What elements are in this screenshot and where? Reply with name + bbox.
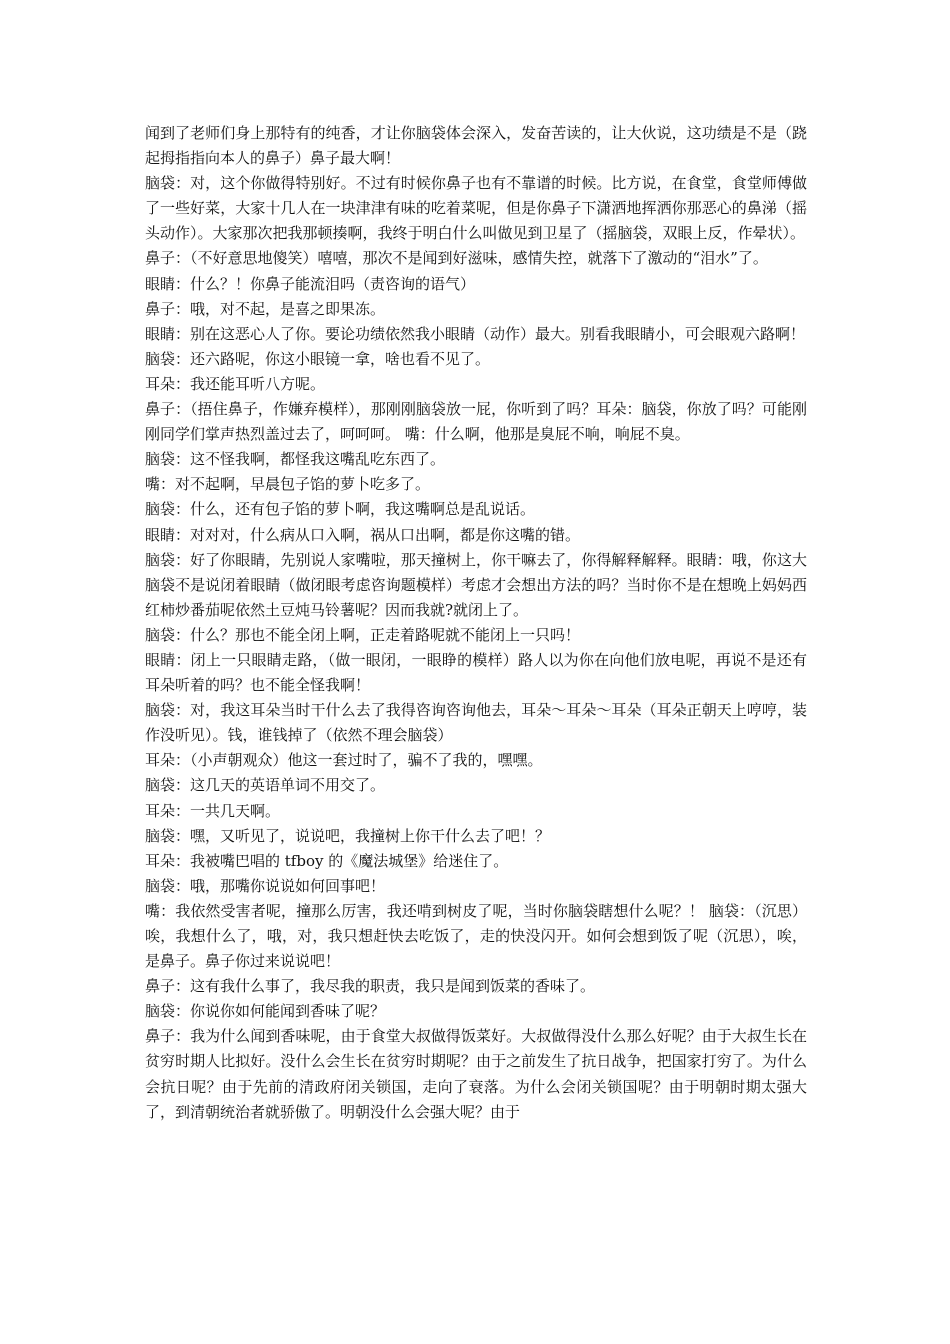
paragraph: 脑袋：你说你如何能闻到香味了呢？ [145,1002,386,1021]
paragraph: 脑袋：对，这个你做得特别好。不过有时候你鼻子也有不靠谱的时候。比方说，在食堂，食堂师傅做了一些好菜，大家十几人在一块津津有味的吃着菜呢，但是你鼻子下潇洒地挥洒你那恶心的鼻涕（摇头动作）。大家那次把我那顿揍啊，我终于明白什么叫做见到卫星了（摇脑袋，双眼上反，作晕状）。 [145,174,807,243]
paragraph: 脑袋：这不怪我啊，都怪我这嘴乱吃东西了。 [145,450,446,469]
paragraph: 脑袋：嘿，又听见了，说说吧，我撞树上你干什么去了吧！？ [145,826,551,845]
paragraph: 眼睛：什么？！你鼻子能流泪吗（责咨询的语气） [145,274,476,293]
paragraph: 脑袋：还六路呢，你这小眼镜一拿，啥也看不见了。 [145,349,491,368]
paragraph: 眼睛：别在这恶心人了你。要论功绩依然我小眼睛（动作）最大。别看我眼睛小，可会眼观六路啊！ [145,324,806,343]
paragraph: 鼻子：（不好意思地傻笑）嘻嘻，那次不是闻到好滋味，感情失控，就落下了激动的“泪水”了。 [145,249,768,268]
paragraph: 耳朵：（小声朝观众）他这一套过时了，骗不了我的，嘿嘿。 [145,751,543,770]
paragraph: 眼睛：闭上一只眼睛走路，（做一眼闭，一眼睁的模样）路人以为你在向他们放电呢，再说不是还有耳朵听着的吗？也不能全怪我啊！ [145,650,807,695]
paragraph: 闻到了老师们身上那特有的纯香，才让你脑袋体会深入，发奋苦读的，让大伙说，这功绩是不是（跷起拇指指向本人的鼻子）鼻子最大啊！ [145,124,807,168]
paragraph: 耳朵：我还能耳听八方呢。 [145,374,326,393]
paragraph: 鼻子：（捂住鼻子，作嫌弃模样），那刚刚脑袋放一屁，你听到了吗？耳朵：脑袋，你放了吗？可能刚刚同学们掌声热烈盖过去了，呵呵呵。 嘴：什么啊，他那是臭屁不响，响屁不臭。 [145,400,807,444]
paragraph: 脑袋：对，我这耳朵当时干什么去了我得咨询咨询他去，耳朵～耳朵～耳朵（耳朵正朝天上哼哼，装作没听见）。钱，谁钱掉了（依然不理会脑袋） [145,701,807,745]
paragraph: 鼻子：我为什么闻到香味呢，由于食堂大叔做得饭菜好。大叔做得没什么那么好呢？由于大叔生长在贫穷时期人比拟好。没什么会生长在贫穷时期呢？由于之前发生了抗日战争，把国家打穷了。为什么会抗日呢？由于先前的清政府闭关锁国，走向了衰落。为什么会闭关锁国呢？由于明朝时期太强大了，到清朝统治者就骄傲了。明朝没什么会强大呢？由于 [145,1027,807,1121]
paragraph: 耳朵：我被嘴巴唱的 tfboy 的《魔法城堡》给迷住了。 [145,851,509,870]
document-body [145,121,807,1125]
paragraph: 鼻子：这有我什么事了，我尽我的职责，我只是闻到饭菜的香味了。 [145,977,596,996]
paragraph: 眼睛：对对对，什么病从口入啊，祸从口出啊，都是你这嘴的错。 [145,525,581,544]
paragraph: 嘴：对不起啊，早晨包子馅的萝卜吃多了。 [145,475,431,494]
paragraph: 耳朵：一共几天啊。 [145,801,281,820]
paragraph: 脑袋：好了你眼睛，先别说人家嘴啦，那天撞树上，你干嘛去了，你得解释解释。眼睛：哦，你这大脑袋不是说闭着眼睛（做闭眼考虑咨询题模样）考虑才会想出方法的吗？当时你不是在想晚上妈妈西红柿炒番茄呢依然土豆炖马铃薯呢？因而我就?就闭上了。 [145,550,807,619]
paragraph: 鼻子：哦，对不起，是喜之即果冻。 [145,299,386,318]
paragraph: 嘴：我依然受害者呢，撞那么厉害，我还啃到树皮了呢，当时你脑袋瞎想什么呢？！ 脑袋：（沉思）唉，我想什么了，哦，对，我只想赶快去吃饭了，走的快没闪开。如何会想到饭了呢（沉思），唉，是鼻子。鼻子你过来说说吧！ [145,901,807,971]
paragraph: 脑袋：什么，还有包子馅的萝卜啊，我这嘴啊总是乱说话。 [145,500,536,519]
paragraph: 脑袋：这几天的英语单词不用交了。 [145,776,386,795]
paragraph: 脑袋：什么？那也不能全闭上啊，正走着路呢就不能闭上一只吗！ [145,625,581,644]
paragraph: 脑袋：哦，那嘴你说说如何回事吧！ [145,876,386,895]
